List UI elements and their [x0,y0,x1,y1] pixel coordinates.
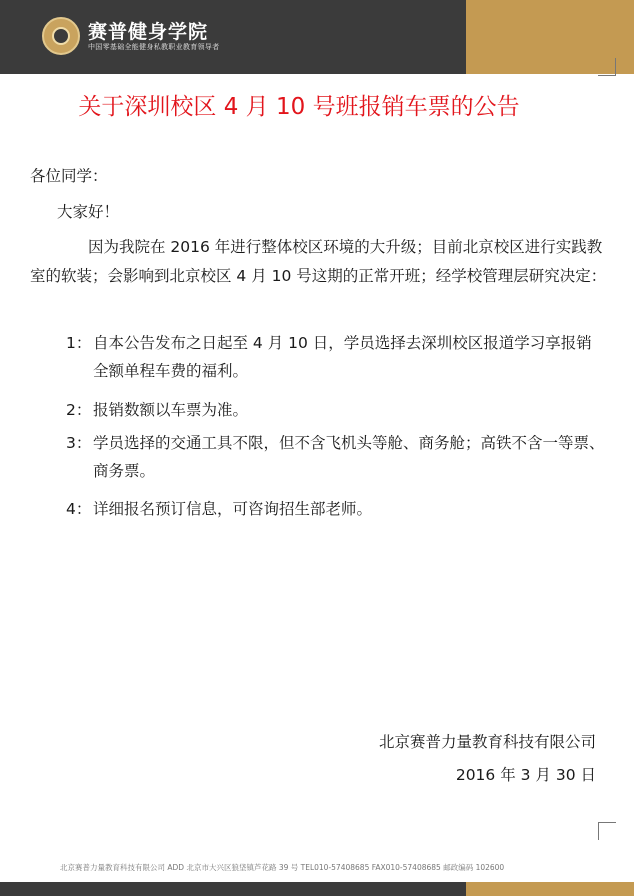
item-number: 3： [66,434,92,452]
footer-band [0,882,466,896]
item-text: 报销数额以车票为准。 [93,401,249,419]
item-number: 2： [66,401,92,419]
corner-crop-mark [598,58,616,76]
intro-paragraph: 因为我院在 2016 年进行整体校区环境的大升级；目前北京校区进行实践教室的软装；会影响到北京校区 4 月 10 号这期的正常开班；经学校管理层研究决定： [30,238,607,285]
corner-crop-mark [598,822,616,840]
brand-tagline: 中国零基础全能健身私教职业教育领导者 [88,43,220,51]
item-text: 详细报名预订信息，可咨询招生部老师。 [93,500,373,518]
item-text: 学员选择的交通工具不限，但不含飞机头等舱、商务舱；高铁不含一等票、商务票。 [93,434,605,480]
sepu-logo-icon [42,17,80,55]
footer-accent-band [466,882,634,896]
item-text: 自本公告发布之日起至 4 月 10 日，学员选择去深圳校区报道学习享报销全额单程车费的福利。 [93,334,592,380]
brand-name: 赛普健身学院 [88,21,209,43]
signature-date: 2016 年 3 月 30 日 [455,766,596,784]
footer-contact: 北京赛普力量教育科技有限公司 ADD 北京市大兴区狼垡镇芦花路 39 号 TEL010-57408685 FAX010-57408685 邮政编码 102600 [60,863,505,872]
notice-title-text: 关于深圳校区 4 月 10 号班报销车票的公告 [78,94,520,120]
greeting: 各位同学： [30,167,108,185]
item-number: 4： [66,500,92,518]
signature-company: 北京赛普力量教育科技有限公司 [378,733,596,751]
item-number: 1： [66,334,92,352]
notice-title [0,88,634,121]
hello-line: 大家好！ [57,203,120,221]
